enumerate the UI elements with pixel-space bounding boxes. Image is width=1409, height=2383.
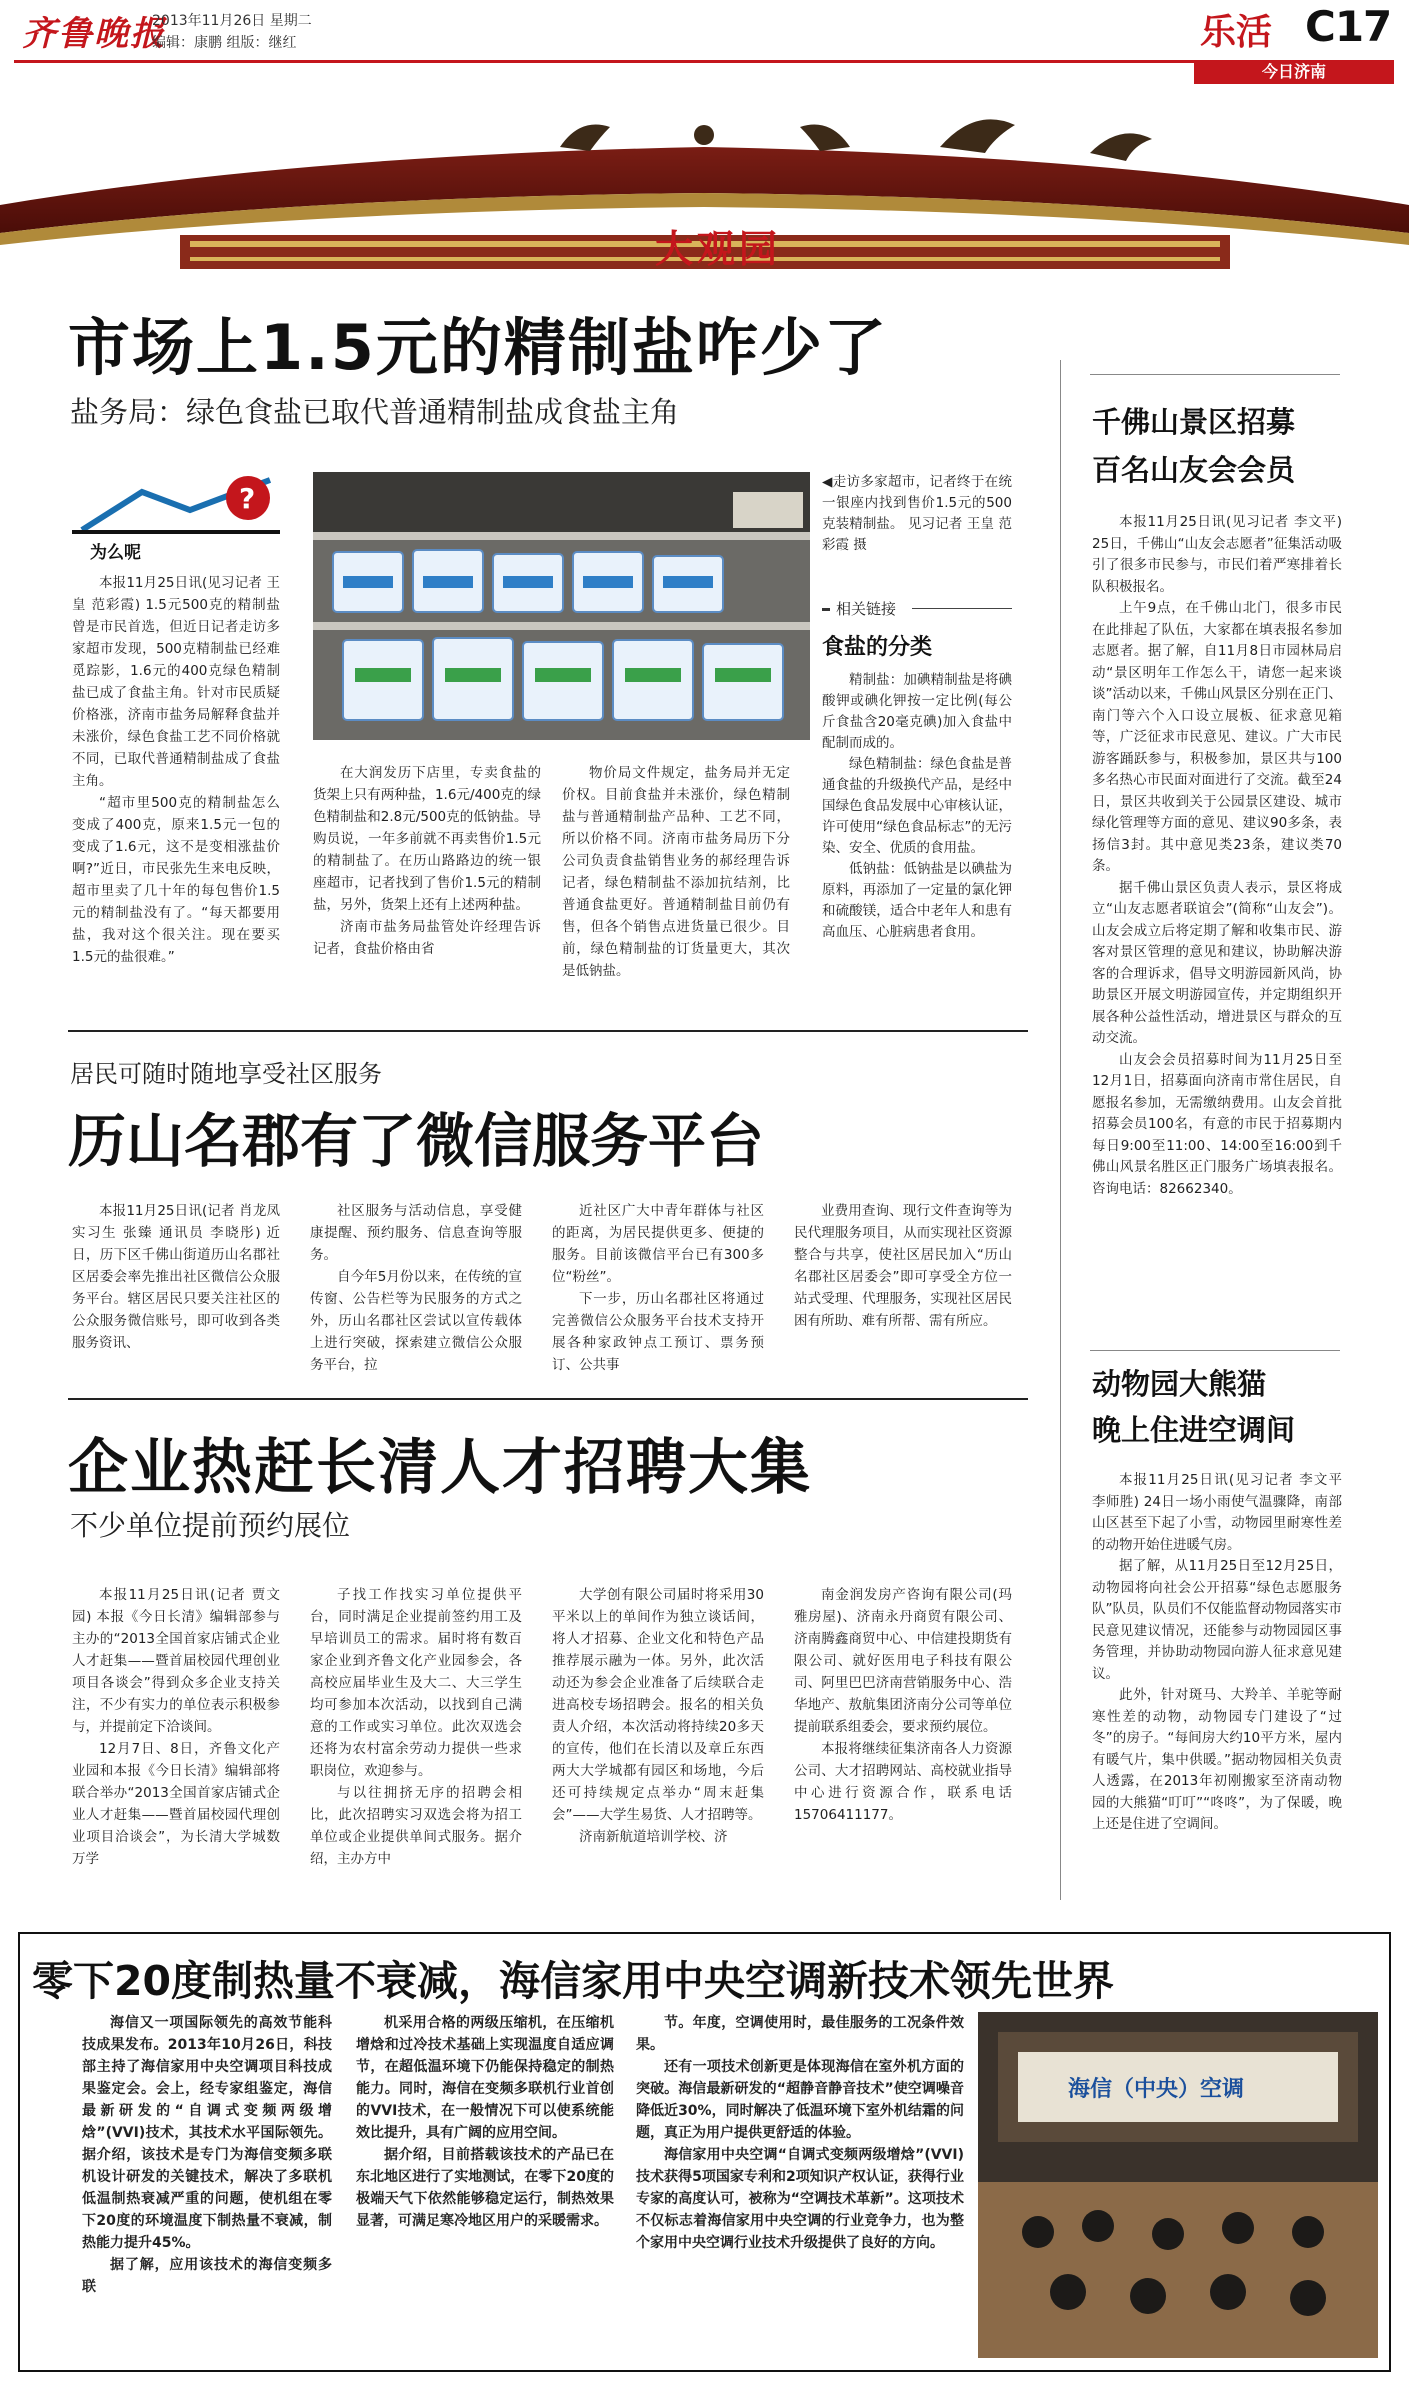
sub-section-label: 今日济南 — [1261, 62, 1326, 81]
ad-col3-para-2: 还有一项技术创新更是体现海信在室外机方面的突破。海信最新研发的“超静音静音技术”使空调噪音降低近30%，同时解决了低温环境下室外机结霜的问题，真正为用户提供更舒适的体验。 — [636, 2059, 964, 2141]
right-col-mid-rule — [1090, 1350, 1340, 1351]
sidebar-title: 食盐的分类 — [822, 635, 933, 660]
wechat-col-4 — [794, 1200, 1012, 1376]
jobs-col3-para-1: 大学创有限公司届时将采用30平米以上的单间作为独立谈话间，将人才招募、企业文化和特色产品推荐展示融为一体。另外，此次活动还为参会企业准备了后续联合走进高校专场招聘会。报名的相关负责人介绍，本次活动将持续20多天的宣传，他们在长清以及章丘东西两大大学城都有园区和场地，今后还可持续规定点举办“周末赶集会”——大学生易货、人才招聘等。 — [552, 1587, 764, 1823]
ad-col2-para-1: 机采用合格的两级压缩机，在压缩机增焓和过冷技术基础上实现温度自适应调节，在超低温环境下仍能保持稳定的制热能力。同时，海信在变频多联机行业首创的VVI技术，在一般情况下可以使系统能效比提升，具有广阔的应用空间。 — [356, 2015, 614, 2141]
conference-photo-drawing — [978, 2012, 1378, 2358]
jobs-col-2 — [310, 1584, 522, 1884]
paper-name: 齐鲁晚报 — [22, 14, 166, 54]
story2-para-2: 据了解，从11月25日至12月25日，动物园将向社会公开招募“绿色志愿服务队”队员，队员们不仅能监督动物园落实市民意见建议情况，还能参与动物园园区事务管理，并协助动物园向游人征求意见建议。 — [1092, 1558, 1342, 1682]
date-line: 2013年11月26日 星期二 — [152, 13, 312, 29]
wechat-col3-para-2: 下一步，历山名郡社区将通过完善微信公众服务平台技术支持开展各种家政钟点工预订、票务预订、公共事 — [552, 1291, 764, 1373]
salt-col2-para-1: 在大润发历下店里，专卖食盐的货架上只有两种盐，1.6元/400克的绿色精制盐和2.8元/500克的低钠盐。导购员说，一年多前就不再卖售价1.5元的精制盐了。在历山路路边的统一银座超市，记者找到了售价1.5元的精制盐，另外，货架上还有上述两种盐。 — [313, 765, 541, 913]
ad-col-1 — [82, 2012, 332, 2362]
wechat-col-2 — [310, 1200, 522, 1376]
story1-body — [1092, 512, 1342, 1342]
photo-sign-text: 海信（中央）空调 — [1068, 2077, 1245, 2102]
jobs-col2-para-1: 子找工作找实习单位提供平台，同时满足企业提前签约用工及早培训员工的需求。届时将有数百家企业到齐鲁文化产业园参会，各高校应届毕业生及大二、大三学生均可参加本次活动，以找到自己满意的工作或实习单位。此次双选会还将为农村富余劳动力提供一些求职岗位，欢迎参与。 — [310, 1587, 522, 1779]
story2-para-1: 本报11月25日讯(见习记者 李文平 李师胜) 24日一场小雨使气温骤降，南部山区甚至下起了小雪，动物园里耐寒性差的动物开始住进暖气房。 — [1092, 1472, 1342, 1553]
jobs-col2-para-2: 与以往拥挤无序的招聘会相比，此次招聘实习双选会将为招工单位或企业提供单间式服务。据介绍，主办方中 — [310, 1785, 522, 1867]
story1-title-line1: 千佛山景区招募 — [1092, 405, 1296, 439]
why-label: 为么呢 — [90, 543, 141, 563]
ad-col1-para-1: 海信又一项国际领先的高效节能科技成果发布。2013年10月26日，科技部主持了海信家用中央空调项目科技成果鉴定会。会上，经专家组鉴定，海信最新研发的“自调式变频两级增焓”(VVI)技术，其技术水平国际领先。据介绍，该技术是专门为海信变频多联机设计研发的关键技术，解决了多联机低温制热衰减严重的问题，使机组在零下20度的环境温度下制热量不衰减，制热能力提升45%。 — [82, 2015, 332, 2251]
story2-title-line2: 晚上住进空调间 — [1092, 1413, 1296, 1447]
salt-col3-para-1: 物价局文件规定，盐务局并无定价权。目前食盐并未涨价，绿色精制盐与普通精制盐产品种、工艺不同，所以价格不同。济南市盐务局历下分公司负责食盐销售业务的郝经理告诉记者，绿色精制盐不添加抗结剂，比普通食盐更好。普通精制盐目前仍有售，但各个销售点进货量已很少。目前，绿色精制盐的订货量更大，其次是低钠盐。 — [562, 765, 790, 979]
divider-2 — [68, 1398, 1028, 1400]
ad-col2-para-2: 据介绍，目前搭载该技术的产品已在东北地区进行了实地测试，在零下20度的极端天气下依然能够稳定运行，制热效果显著，可满足寒冷地区用户的采暖需求。 — [356, 2147, 614, 2229]
story1-para-1: 本报11月25日讯(见习记者 李文平) 25日，千佛山“山友会志愿者”征集活动吸引了很多市民参与，市民们着严寒排着长队积极报名。 — [1092, 514, 1342, 595]
story1-para-2: 上午9点，在千佛山北门，很多市民在此排起了队伍，大家都在填表报名参加志愿者。据了解，自11月8日市园林局启动“景区明年工作怎么干，请您一起来谈谈”活动以来，千佛山风景区分别在正门、南门等六个入口设立展板、征求意见箱等，广泛征求市民意见、建议。广大市民游客踊跃参与，积极参加，景区共与100多名热心市民面对面进行了交流。截至24日，景区共收到关于公园景区建设、城市绿化管理等方面的意见、建议90多条，表扬信3封。其中意见类23条，建议类70条。 — [1092, 600, 1342, 874]
why-icon-box — [72, 470, 280, 562]
ad-col-3 — [636, 2012, 964, 2362]
ad-col3-para-3: 海信家用中央空调“自调式变频两级增焓”(VVI)技术获得5项国家专利和2项知识产权认证，获得行业专家的高度认可，被称为“空调技术革新”。这项技术不仅标志着海信家用中央空调的行业竞争力，也为整个家用中央空调行业技术升级提供了良好的方向。 — [636, 2147, 964, 2251]
hisense-ad — [18, 1932, 1391, 2372]
jobs-subhead: 不少单位提前预约展位 — [70, 1509, 351, 1542]
wechat-col3-para-1: 近社区广大中青年群体与社区的距离，为居民提供更多、便捷的服务。目前该微信平台已有300多位“粉丝”。 — [552, 1203, 764, 1285]
sidebar-label-row — [822, 598, 1012, 620]
jobs-col-1 — [72, 1584, 280, 1884]
story1-para-3: 据千佛山景区负责人表示，景区将成立“山友志愿者联谊会”(简称“山友会”)。山友会成立后将定期了解和收集市民、游客对景区管理的意见和建议，协助解决游客的合理诉求，倡导文明游园新风尚，协助景区开展文明游园宣传，并定期组织开展各种公益性活动，增进景区与群众的互动交流。 — [1092, 879, 1342, 1046]
sidebar-body — [822, 670, 1012, 1004]
salt-shelf-photo — [313, 472, 810, 740]
ad-conference-photo — [978, 2012, 1378, 2358]
right-col-separator — [1060, 360, 1061, 1900]
wechat-col1-para-1: 本报11月25日讯(记者 肖龙凤 实习生 张臻 通讯员 李晓彤) 近日，历下区千佛山街道历山名郡社区居委会率先推出社区微信公众服务平台。辖区居民只要关注社区的公众服务微信账号，即可收到各类服务资讯、 — [72, 1203, 280, 1351]
sidebar-para-2: 绿色精制盐：绿色食盐是普通食盐的升级换代产品，是经中国绿色食品发展中心审核认证，许可使用“绿色食品标志”的无污染、安全、优质的食用盐。 — [822, 756, 1012, 856]
jobs-headline: 企业热赶长清人才招聘大集 — [68, 1433, 812, 1503]
divider-1 — [68, 1030, 1028, 1032]
story2-body — [1092, 1470, 1342, 1890]
ad-headline: 零下20度制热量不衰减，海信家用中央空调新技术领先世界 — [32, 1957, 1115, 2005]
sidebar-para-3: 低钠盐：低钠盐是以碘盐为原料，再添加了一定量的氯化钾和硫酸镁，适合中老年人和患有高血压、心脏病患者食用。 — [822, 861, 1012, 940]
jobs-col-4 — [794, 1584, 1012, 1884]
wechat-headline: 历山名郡有了微信服务平台 — [68, 1107, 765, 1175]
salt-col-1 — [72, 572, 280, 992]
jobs-col1-para-2: 12月7日、8日，齐鲁文化产业园和本报《今日长清》编辑部将联合举办“2013全国首家店铺式企业人才赶集——暨首届校园代理创业项目洽谈会”，为长清大学城数万学 — [72, 1741, 280, 1867]
sidebar-label-rule-right — [912, 608, 1012, 609]
story2-title-line1: 动物园大熊猫 — [1092, 1367, 1267, 1401]
jobs-col4-para-2: 本报将继续征集济南各人力资源公司、大才招聘网站、高校就业指导中心进行资源合作，联系电话15706411177。 — [794, 1741, 1012, 1823]
wechat-col-1 — [72, 1200, 280, 1376]
salt-col1-para-2: “超市里500克的精制盐怎么变成了400克，原来1.5元一包的变成了1.6元，这不是变相涨盐价啊?”近日，市民张先生来电反映，超市里卖了几十年的每包售价1.5元的精制盐没有了。“每天都要用盐，我对这个很关注。现在要买1.5元的盐很难。” — [72, 795, 280, 965]
editors-line: 编辑：康鹏 组版：继红 — [152, 35, 297, 51]
jobs-col1-para-1: 本报11月25日讯(记者 贾文园) 本报《今日长清》编辑部参与主办的“2013全国首家店铺式企业人才赶集——暨首届校园代理创业项目各谈会”得到众多企业支持关注，不少有实力的单位表示积极参与，并提前定下洽谈间。 — [72, 1587, 280, 1735]
banner-title: 大观园 — [655, 226, 782, 271]
story1-title-line2: 百名山友会会员 — [1092, 453, 1296, 487]
masthead-divider — [14, 60, 1394, 63]
masthead — [0, 0, 1409, 80]
wechat-col2-para-2: 自今年5月份以来，在传统的宣传窗、公告栏等为民服务的方式之外，历山名郡社区尝试以宣传载体上进行突破，探索建立微信公众服务平台，拉 — [310, 1269, 522, 1373]
ad-col1-para-2: 据了解，应用该技术的海信变频多联 — [82, 2257, 332, 2295]
salt-headline: 市场上1.5元的精制盐咋少了 — [68, 311, 888, 384]
right-col-top-rule — [1090, 374, 1340, 375]
salt-photo-caption: ◀走访多家超市，记者终于在统一银座内找到售价1.5元的500克装精制盐。 见习记者 王皇 范彩霞 摄 — [822, 474, 1012, 553]
wechat-col2-para-1: 社区服务与活动信息，享受健康提醒、预约服务、信息查询等服务。 — [310, 1203, 522, 1263]
sidebar-para-1: 精制盐：加碘精制盐是将碘酸钾或碘化钾按一定比例(每公斤食盐含20毫克碘)加入食盐中配制而成的。 — [822, 672, 1012, 751]
jobs-col-3 — [552, 1584, 764, 1884]
sidebar-label-rule — [822, 608, 830, 611]
wechat-kicker: 居民可随时随地享受社区服务 — [70, 1060, 382, 1088]
sidebar-label: 相关链接 — [836, 600, 897, 618]
sub-section-tab — [1194, 60, 1394, 84]
jobs-col3-para-2: 济南新航道培训学校、济 — [579, 1829, 728, 1845]
salt-col-3 — [562, 762, 790, 1004]
salt-col2-para-2: 济南市盐务局盐管处许经理告诉记者，食盐价格由省 — [313, 919, 541, 957]
ad-col-2 — [356, 2012, 614, 2362]
jobs-col4-para-1: 南金润发房产咨询有限公司(玛雅房屋)、济南永丹商贸有限公司、济南腾鑫商贸中心、中信建投期货有限公司、就好医用电子科技有限公司、阿里巴巴济南营销服务中心、浩华地产、敖航集团济南分公司等单位提前联系组委会，要求预约展位。 — [794, 1587, 1012, 1735]
salt-subhead: 盐务局：绿色食盐已取代普通精制盐成食盐主角 — [70, 395, 680, 429]
question-icon — [72, 470, 280, 540]
story2-para-3: 此外，针对斑马、大羚羊、羊驼等耐寒性差的动物，动物园专门建设了“过冬”的房子。“每间房大约10平方米，屋内有暖气片，集中供暖。”据动物园相关负责人透露，在2013年初刚搬家至济南动物园的大熊猫“叮叮”“咚咚”，为了保暖，晚上还是住进了空调间。 — [1092, 1687, 1342, 1832]
svg-text:?: ? — [239, 482, 256, 515]
salt-col-2 — [313, 762, 541, 1004]
salt-col1-para-1: 本报11月25日讯(见习记者 王皇 范彩霞) 1.5元500克的精制盐曾是市民首选，但近日记者走访多家超市发现，500克精制盐已经难觅踪影，1.6元的400克绿色精制盐已成了食盐主角。针对市民质疑价格涨，济南市盐务局解释食盐并未涨价，绿色食盐工艺不同价格就不同，已取代普通精制盐成了食盐主角。 — [72, 575, 280, 789]
story1-para-4: 山友会会员招募时间为11月25日至12月1日，招募面向济南市常住居民，自愿报名参加，无需缴纳费用。山友会首批招募会员100名，有意的市民于招募期内每日9:00至11:00、14:00至16:00到千佛山风景名胜区正门服务广场填表报名。咨询电话：82662340。 — [1092, 1051, 1342, 1197]
ad-col3-para-1: 节。年度，空调使用时，最佳服务的工况条件效果。 — [636, 2015, 964, 2053]
wechat-col4-para-1: 业费用查询、现行文件查询等为民代理服务项目，从而实现社区资源整合与共享，使社区居民加入“历山名郡社区居委会”即可享受全方位一站式受理、代理服务，实现社区居民困有所助、难有所帮、需有所应。 — [794, 1203, 1012, 1329]
wechat-col-3 — [552, 1200, 764, 1376]
page-number: C17 — [1305, 2, 1392, 51]
section-name: 乐活 — [1200, 12, 1273, 53]
